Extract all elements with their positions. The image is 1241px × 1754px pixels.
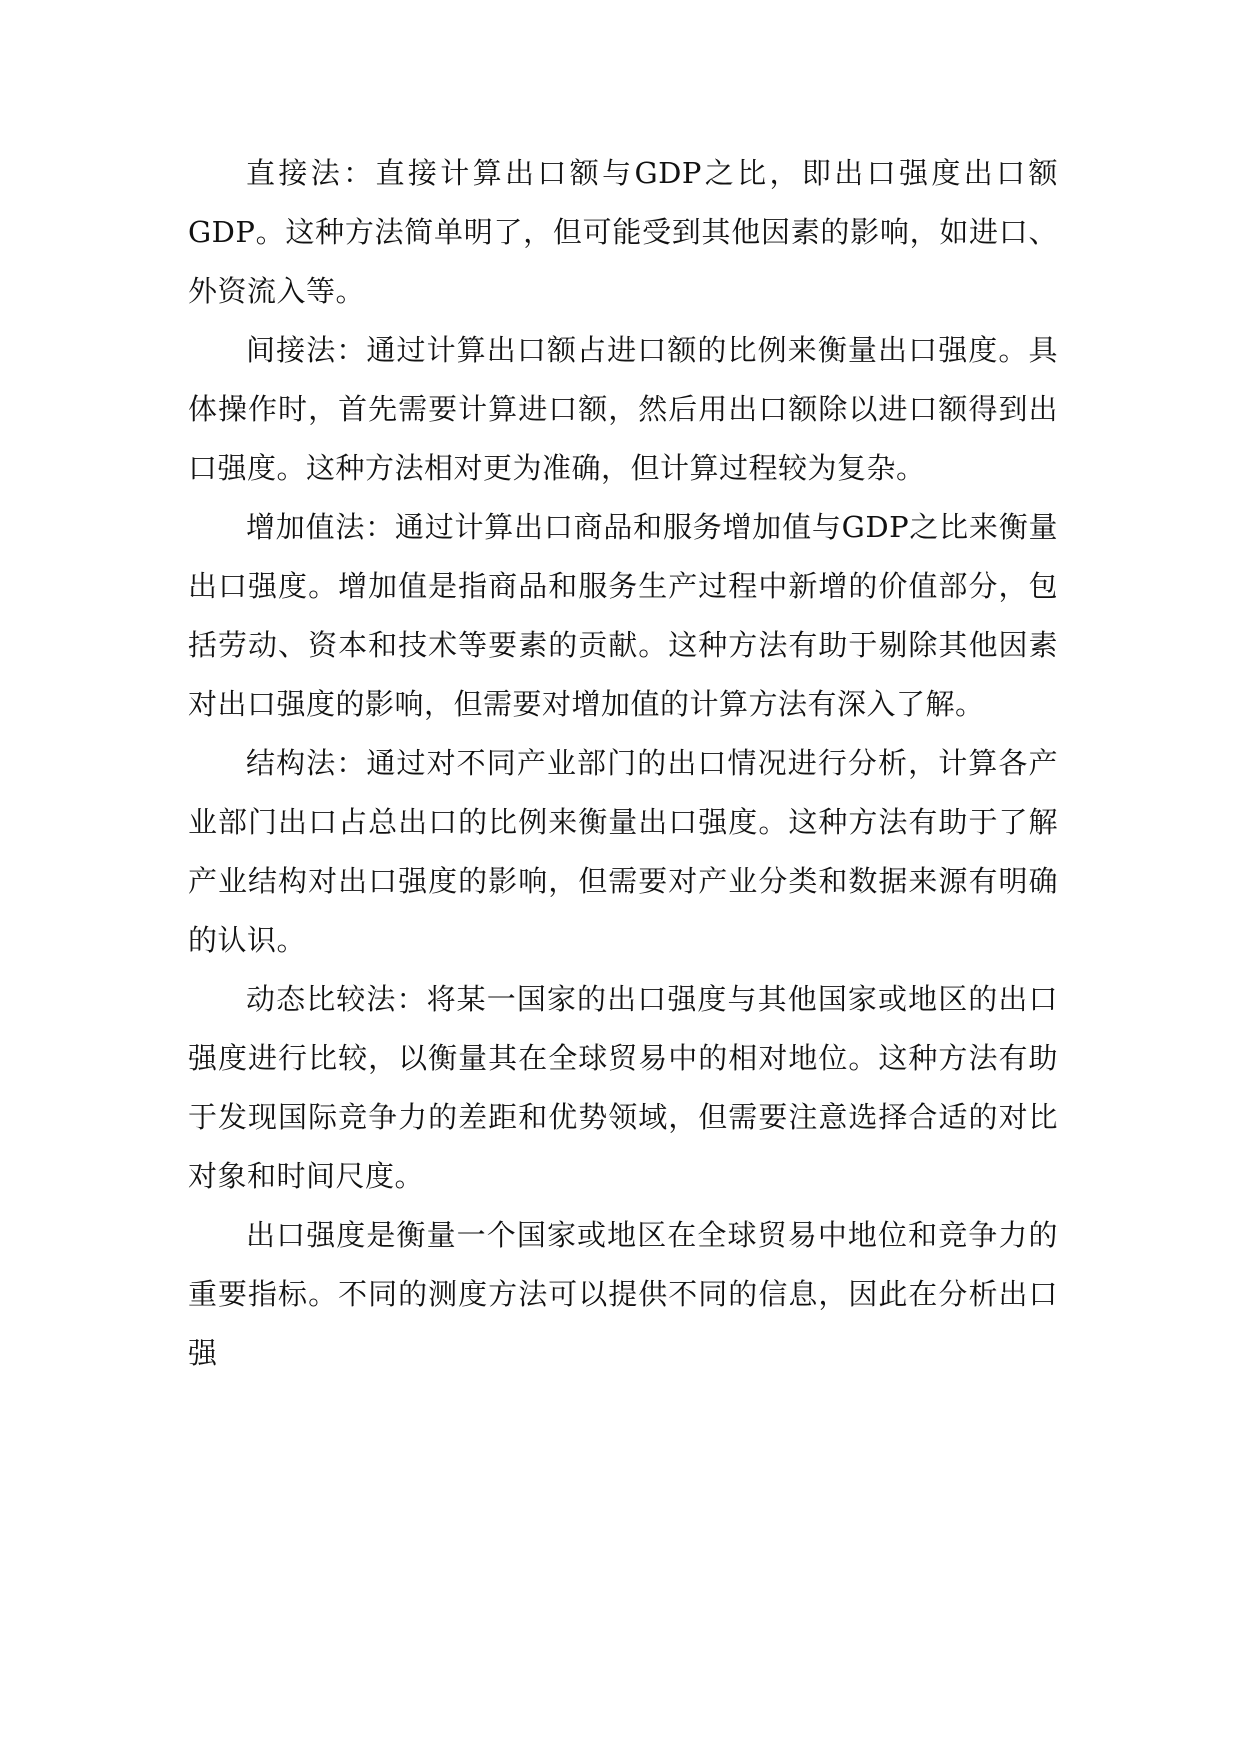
paragraph-value-added-method: 增加值法：通过计算出口商品和服务增加值与GDP之比来衡量出口强度。增加值是指商品和服务生产过程中新增的价值部分，包括劳动、资本和技术等要素的贡献。这种方法有助于剔除其他因素对出口强度的影响，但需要对增加值的计算方法有深入了解。 xyxy=(188,510,1058,721)
paragraph-dynamic-comparison-method: 动态比较法：将某一国家的出口强度与其他国家或地区的出口强度进行比较，以衡量其在全球贸易中的相对地位。这种方法有助于发现国际竞争力的差距和优势领域，但需要注意选择合适的对比对象和时间尺度。 xyxy=(188,982,1058,1193)
paragraph-direct-method: 直接法：直接计算出口额与GDP之比，即出口强度出口额 GDP。这种方法简单明了，但可能受到其他因素的影响，如进口、外资流入等。 xyxy=(188,156,1058,308)
document-body xyxy=(188,144,1058,1383)
paragraph-structural-method: 结构法：通过对不同产业部门的出口情况进行分析，计算各产业部门出口占总出口的比例来衡量出口强度。这种方法有助于了解产业结构对出口强度的影响，但需要对产业分类和数据来源有明确的认识。 xyxy=(188,746,1058,957)
paragraph-summary: 出口强度是衡量一个国家或地区在全球贸易中地位和竞争力的重要指标。不同的测度方法可以提供不同的信息，因此在分析出口强 xyxy=(188,1218,1058,1370)
paragraph-indirect-method: 间接法：通过计算出口额占进口额的比例来衡量出口强度。具体操作时，首先需要计算进口额，然后用出口额除以进口额得到出口强度。这种方法相对更为准确，但计算过程较为复杂。 xyxy=(188,333,1058,485)
